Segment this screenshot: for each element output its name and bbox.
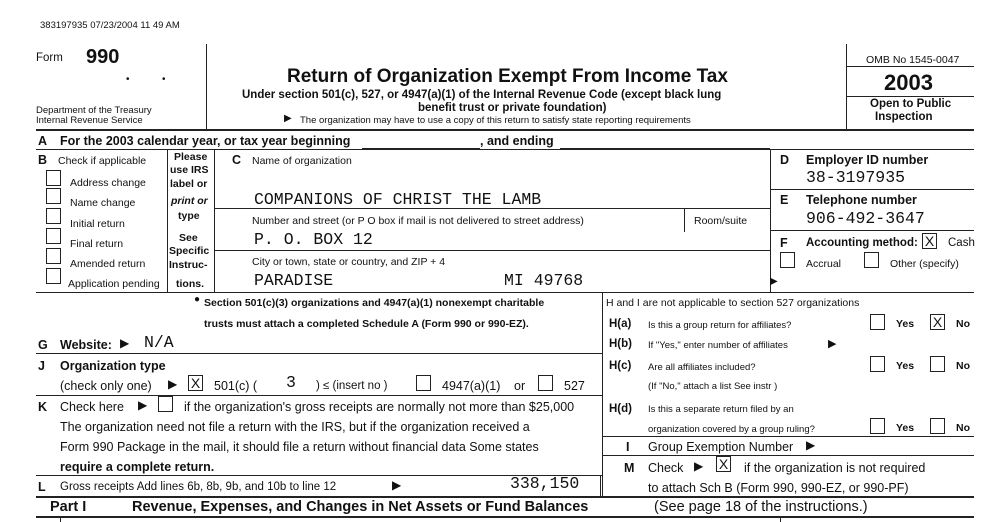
gross-receipts-value[interactable]: 338,150 (510, 474, 580, 493)
part-label: Part I (50, 499, 87, 515)
irs-label-1: Please (174, 151, 208, 163)
ha-text: Is this a group return for affiliates? (648, 320, 792, 331)
4947-checkbox[interactable] (416, 375, 431, 391)
arrow-icon: ▶ (694, 459, 704, 473)
final-return-label: Final return (70, 238, 124, 250)
irs-label-2: use IRS (170, 164, 209, 176)
line-a-ending: , and ending (480, 134, 554, 148)
state-zip-value[interactable]: MI 49768 (504, 271, 584, 290)
irs-label-3: label or (170, 178, 208, 190)
hc-code: H(c) (609, 360, 632, 372)
initial-return-checkbox[interactable] (46, 208, 61, 224)
ein-label: Employer ID number (806, 153, 929, 167)
hb-text: If "Yes," enter number of affiliates (648, 340, 788, 351)
header-divider-left (206, 44, 207, 129)
accrual-label: Accrual (806, 258, 842, 270)
other-method-label: Other (specify) (890, 258, 959, 270)
phone-label: Telephone number (806, 193, 917, 207)
line-l-letter: L (38, 480, 46, 494)
hd-text-1: Is this a separate return filed by an (648, 404, 794, 415)
org-name-label: Name of organization (252, 155, 352, 167)
line-m-text-2: to attach Sch B (Form 990, 990-EZ, or 990-PF) (648, 481, 909, 495)
line-j-letter: J (38, 359, 45, 373)
bullet-icon: ● (194, 294, 201, 305)
ha-yes-checkbox[interactable] (870, 314, 885, 330)
hd-text-2: organization covered by a group ruling? (648, 424, 815, 435)
part-note: (See page 18 of the instructions.) (654, 499, 868, 515)
hc-text: Are all affiliates included? (648, 362, 756, 373)
irs-label-8: Instruc- (169, 259, 208, 271)
section-b-title: Check if applicable (58, 155, 147, 167)
ein-value[interactable]: 38-3197935 (806, 168, 906, 187)
hd-yes-label: Yes (896, 422, 915, 434)
arrow-icon: ▶ (392, 478, 402, 492)
hd-no-checkbox[interactable] (930, 418, 945, 434)
website-label: Website: (60, 338, 112, 352)
sch-b-checkbox[interactable]: X (716, 456, 731, 472)
header-bottom-rule (36, 129, 974, 131)
accounting-method-label: Accounting method: (806, 237, 918, 249)
irs-label-4: print or (171, 195, 208, 207)
line-m-text-1: if the organization is not required (744, 461, 926, 475)
speck-mark: • (126, 74, 130, 85)
print-stamp: 383197935 07/23/2004 11 49 AM (40, 20, 180, 31)
line-k-text-3: Form 990 Package in the mail, it should file a return without financial data Some states (60, 440, 539, 454)
501c-code-value[interactable]: 3 (286, 373, 296, 392)
line-k-letter: K (38, 400, 48, 414)
section-c-letter: C (232, 153, 242, 167)
application-pending-checkbox[interactable] (46, 268, 61, 284)
line-k-text-4: require a complete return. (60, 460, 215, 474)
or-label: or (514, 379, 526, 393)
street-value[interactable]: P. O. BOX 12 (254, 230, 373, 249)
open-inspection-1: Open to Public (870, 98, 952, 110)
address-change-label: Address change (70, 177, 146, 189)
gross-receipts-checkbox[interactable] (158, 396, 173, 412)
sec501-line-2: trusts must attach a completed Schedule A (Form 990 or 990-EZ). (204, 318, 529, 330)
line-l-text: Gross receipts Add lines 6b, 8b, 9b, and 10b to line 12 (60, 481, 337, 493)
arrow-icon: ▶ (828, 338, 837, 350)
application-pending-label: Application pending (68, 278, 160, 290)
ha-no-checkbox[interactable]: X (930, 314, 945, 330)
line-m-check: Check (648, 461, 684, 475)
dept-line-2: Internal Revenue Service (36, 115, 143, 126)
state-reporting-note: The organization may have to use a copy of this return to satisfy state reporting requirements (300, 115, 691, 126)
ha-no-label: No (956, 318, 970, 330)
arrow-icon: ▶ (138, 398, 148, 412)
line-m-letter: M (624, 461, 635, 475)
website-value[interactable]: N/A (144, 333, 174, 352)
501c-checkbox[interactable]: X (188, 375, 203, 391)
city-value[interactable]: PARADISE (254, 271, 334, 290)
name-change-label: Name change (70, 197, 136, 209)
speck-mark: • (162, 74, 166, 85)
arrow-icon: ▶ (770, 276, 778, 287)
line-a-letter: A (38, 134, 48, 148)
form-label: Form (36, 52, 63, 64)
irs-label-9: tions. (176, 278, 204, 290)
section-d-letter: D (780, 153, 790, 167)
final-return-checkbox[interactable] (46, 228, 61, 244)
insert-no-label: ) ≤ (insert no ) (316, 380, 388, 392)
other-method-checkbox[interactable] (864, 252, 879, 268)
room-suite-label: Room/suite (694, 215, 748, 227)
4947-label: 4947(a)(1) (442, 379, 501, 393)
sec501-line-1: Section 501(c)(3) organizations and 4947(a)(1) nonexempt charitable (204, 297, 545, 309)
hc-yes-checkbox[interactable] (870, 356, 885, 372)
address-change-checkbox[interactable] (46, 170, 61, 186)
cash-checkbox[interactable]: X (922, 233, 937, 249)
form-subtitle-2: benefit trust or private foundation) (418, 102, 607, 114)
hd-no-label: No (956, 422, 970, 434)
line-i-letter: I (626, 440, 630, 454)
arrow-icon: ▶ (168, 377, 178, 391)
527-checkbox[interactable] (538, 375, 553, 391)
irs-label-7: Specific (169, 245, 210, 257)
hd-yes-checkbox[interactable] (870, 418, 885, 434)
line-k-check-here: Check here (60, 400, 124, 414)
hc-no-checkbox[interactable] (930, 356, 945, 372)
hc-no-label: No (956, 360, 970, 372)
amended-return-label: Amended return (70, 258, 146, 270)
accrual-checkbox[interactable] (780, 252, 795, 268)
dept-line-1: Department of the Treasury (36, 105, 152, 116)
phone-value[interactable]: 906-492-3647 (806, 209, 925, 228)
irs-label-5: type (178, 210, 200, 222)
ha-yes-label: Yes (896, 318, 915, 330)
tax-year: 2003 (884, 70, 933, 95)
form-number: 990 (86, 46, 120, 68)
amended-return-checkbox[interactable] (46, 248, 61, 264)
name-change-checkbox[interactable] (46, 188, 61, 204)
form-subtitle-1: Under section 501(c), 527, or 4947(a)(1) of the Internal Revenue Code (except black lung (242, 89, 722, 101)
cash-label: Cash (948, 237, 975, 249)
line-k-text-1: if the organization's gross receipts are normally not more than $25,000 (184, 400, 575, 414)
section-f-letter: F (780, 236, 788, 250)
omb-number: OMB No 1545-0047 (866, 54, 960, 66)
arrow-icon: ▶ (806, 438, 816, 452)
header-divider-right (846, 44, 847, 129)
initial-return-label: Initial return (70, 218, 125, 230)
arrow-icon: ▶ (120, 336, 130, 350)
org-type-sub: (check only one) (60, 379, 152, 393)
irs-label-6: See (179, 232, 198, 244)
open-inspection-2: Inspection (875, 111, 933, 123)
line-g-letter: G (38, 338, 48, 352)
hc-note: (If "No," attach a list See instr ) (648, 381, 778, 392)
street-label: Number and street (or P O box if mail is not delivered to street address) (252, 215, 584, 227)
527-label: 527 (564, 379, 585, 393)
org-type-label: Organization type (60, 359, 166, 373)
hd-code: H(d) (609, 403, 632, 415)
city-label: City or town, state or country, and ZIP + 4 (252, 256, 446, 268)
hb-code: H(b) (609, 338, 632, 350)
org-name-value[interactable]: COMPANIONS OF CHRIST THE LAMB (254, 190, 542, 209)
arrow-icon: ▶ (284, 113, 292, 124)
line-a-text: For the 2003 calendar year, or tax year beginning (60, 134, 351, 148)
part-title: Revenue, Expenses, and Changes in Net Assets or Fund Balances (132, 499, 589, 515)
group-exemption-label: Group Exemption Number (648, 440, 794, 454)
h-intro: H and I are not applicable to section 527 organizations (606, 297, 860, 309)
line-k-text-2: The organization need not file a return with the IRS, but if the organization received a (60, 420, 530, 434)
section-e-letter: E (780, 193, 789, 207)
ha-code: H(a) (609, 318, 632, 330)
501c-label: 501(c) ( (214, 379, 258, 393)
hc-yes-label: Yes (896, 360, 915, 372)
section-b-letter: B (38, 153, 48, 167)
form-title: Return of Organization Exempt From Income Tax (287, 66, 728, 87)
